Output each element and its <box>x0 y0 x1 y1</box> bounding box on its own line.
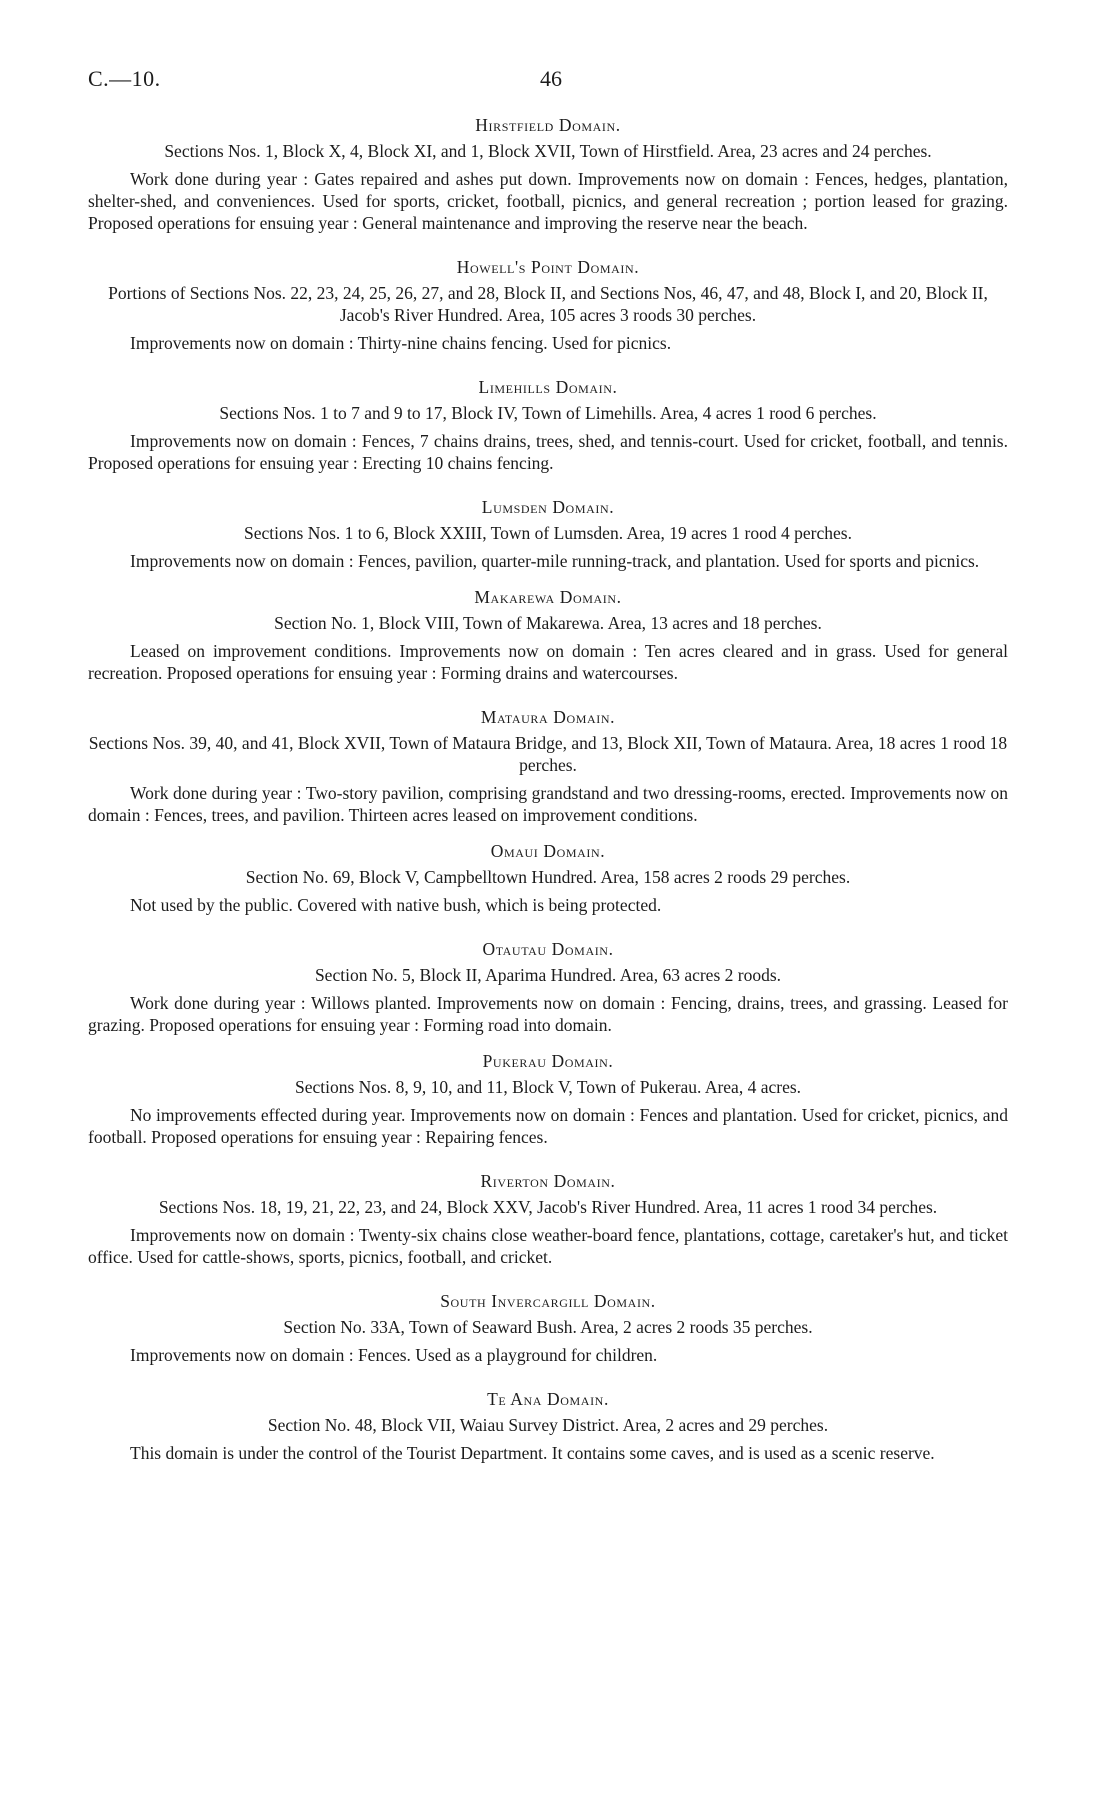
domain-section-riverton <box>88 1170 1008 1268</box>
section-body: Leased on improvement conditions. Improvements now on domain : Ten acres cleared and in grass. Used for general recreation. Proposed operations for ensuing year : Forming drains and watercourses. <box>88 641 1008 683</box>
section-title: Howell's Point Domain. <box>456 257 640 277</box>
section-body: No improvements effected during year. Improvements now on domain : Fences and plantation. Used for cricket, picnics, and football. Proposed operations for ensuing year : Repairing fences. <box>88 1105 1008 1147</box>
domain-list <box>88 114 1008 1464</box>
section-title: Riverton Domain. <box>480 1171 616 1191</box>
document-reference: C.—10. <box>88 66 161 91</box>
section-body: Work done during year : Willows planted. Improvements now on domain : Fencing, drains, trees, and grassing. Leased for grazing. Proposed operations for ensuing year : Forming road into domain. <box>88 993 1008 1035</box>
section-title: Limehills Domain. <box>478 377 618 397</box>
section-title: Otautau Domain. <box>482 939 614 959</box>
domain-section-south-invercargill <box>88 1290 1008 1366</box>
section-legal-description: Section No. 33A, Town of Seaward Bush. Area, 2 acres 2 roods 35 perches. <box>283 1317 813 1337</box>
section-legal-description: Sections Nos. 1, Block X, 4, Block XI, and 1, Block XVII, Town of Hirstfield. Area, 23 acres and 24 perches. <box>164 141 932 161</box>
section-title: Mataura Domain. <box>480 707 616 727</box>
section-legal-description: Sections Nos. 1 to 7 and 9 to 17, Block IV, Town of Limehills. Area, 4 acres 1 rood 6 perches. <box>219 403 877 423</box>
section-title: Te Ana Domain. <box>487 1389 609 1409</box>
domain-section-howells-point <box>88 256 1008 354</box>
domain-section-mataura <box>88 706 1008 826</box>
section-body: Work done during year : Two-story pavilion, comprising grandstand and two dressing-rooms, erected. Improvements now on domain : Fences, trees, and pavilion. Thirteen acres leased on improvement conditions. <box>88 783 1008 825</box>
section-title: Hirstfield Domain. <box>475 115 621 135</box>
section-legal-description: Sections Nos. 39, 40, and 41, Block XVII, Town of Mataura Bridge, and 13, Block XII, Town of Mataura. Area, 18 acres 1 rood 18 perches. <box>88 733 1008 775</box>
section-legal-description: Portions of Sections Nos. 22, 23, 24, 25, 26, 27, and 28, Block II, and Sections Nos, 46, 47, and 48, Block I, and 20, Block II, Jacob's River Hundred. Area, 105 acres 3 roods 30 perches. <box>108 283 988 325</box>
domain-section-limehills <box>88 376 1008 474</box>
section-legal-description: Section No. 1, Block VIII, Town of Makarewa. Area, 13 acres and 18 perches. <box>274 613 822 633</box>
section-legal-description: Sections Nos. 8, 9, 10, and 11, Block V, Town of Pukerau. Area, 4 acres. <box>294 1077 802 1097</box>
section-title: Omaui Domain. <box>490 841 606 861</box>
section-legal-description: Section No. 48, Block VII, Waiau Survey District. Area, 2 acres and 29 perches. <box>267 1415 829 1435</box>
domain-section-makarewa <box>88 586 1008 684</box>
section-body: Improvements now on domain : Twenty-six chains close weather-board fence, plantations, cottage, caretaker's hut, and ticket office. Used for cattle-shows, sports, picnics, football, and cricket. <box>88 1225 1008 1267</box>
section-body: Not used by the public. Covered with native bush, which is being protected. <box>130 895 662 915</box>
section-body: This domain is under the control of the Tourist Department. It contains some caves, and is used as a scenic reserve. <box>130 1443 935 1463</box>
domain-section-te-ana <box>88 1388 1008 1464</box>
page-number: 46 <box>540 66 562 91</box>
section-legal-description: Section No. 69, Block V, Campbelltown Hundred. Area, 158 acres 2 roods 29 perches. <box>245 867 851 887</box>
section-body: Improvements now on domain : Fences, pavilion, quarter-mile running-track, and plantation. Used for sports and picnics. <box>130 551 980 571</box>
section-body: Improvements now on domain : Fences, 7 chains drains, trees, shed, and tennis-court. Used for cricket, football, and tennis. Proposed operations for ensuing year : Erecting 10 chains fencing. <box>88 431 1008 473</box>
domain-section-hirstfield <box>88 114 1008 234</box>
section-title: Makarewa Domain. <box>474 587 622 607</box>
section-legal-description: Sections Nos. 18, 19, 21, 22, 23, and 24, Block XXV, Jacob's River Hundred. Area, 11 acres 1 rood 34 perches. <box>158 1197 938 1217</box>
domain-section-otautau <box>88 938 1008 1036</box>
section-title: Lumsden Domain. <box>481 497 615 517</box>
section-title: Pukerau Domain. <box>482 1051 614 1071</box>
domain-section-pukerau <box>88 1050 1008 1148</box>
section-body: Improvements now on domain : Fences. Used as a playground for children. <box>130 1345 658 1365</box>
section-legal-description: Sections Nos. 1 to 6, Block XXIII, Town of Lumsden. Area, 19 acres 1 rood 4 perches. <box>244 523 852 543</box>
domain-section-omaui <box>88 840 1008 916</box>
section-title: South Invercargill Domain. <box>440 1291 656 1311</box>
domain-section-lumsden <box>88 496 1008 572</box>
section-body: Work done during year : Gates repaired and ashes put down. Improvements now on domain : Fences, hedges, plantation, shelter-shed, and conveniences. Used for sports, cricket, football, picnics, and general recreation ; portion leased for grazing. Proposed operations for ensuing year : General maintenance and improving the reserve near the beach. <box>88 169 1008 233</box>
section-body: Improvements now on domain : Thirty-nine chains fencing. Used for picnics. <box>130 333 672 353</box>
section-legal-description: Section No. 5, Block II, Aparima Hundred. Area, 63 acres 2 roods. <box>314 965 782 985</box>
